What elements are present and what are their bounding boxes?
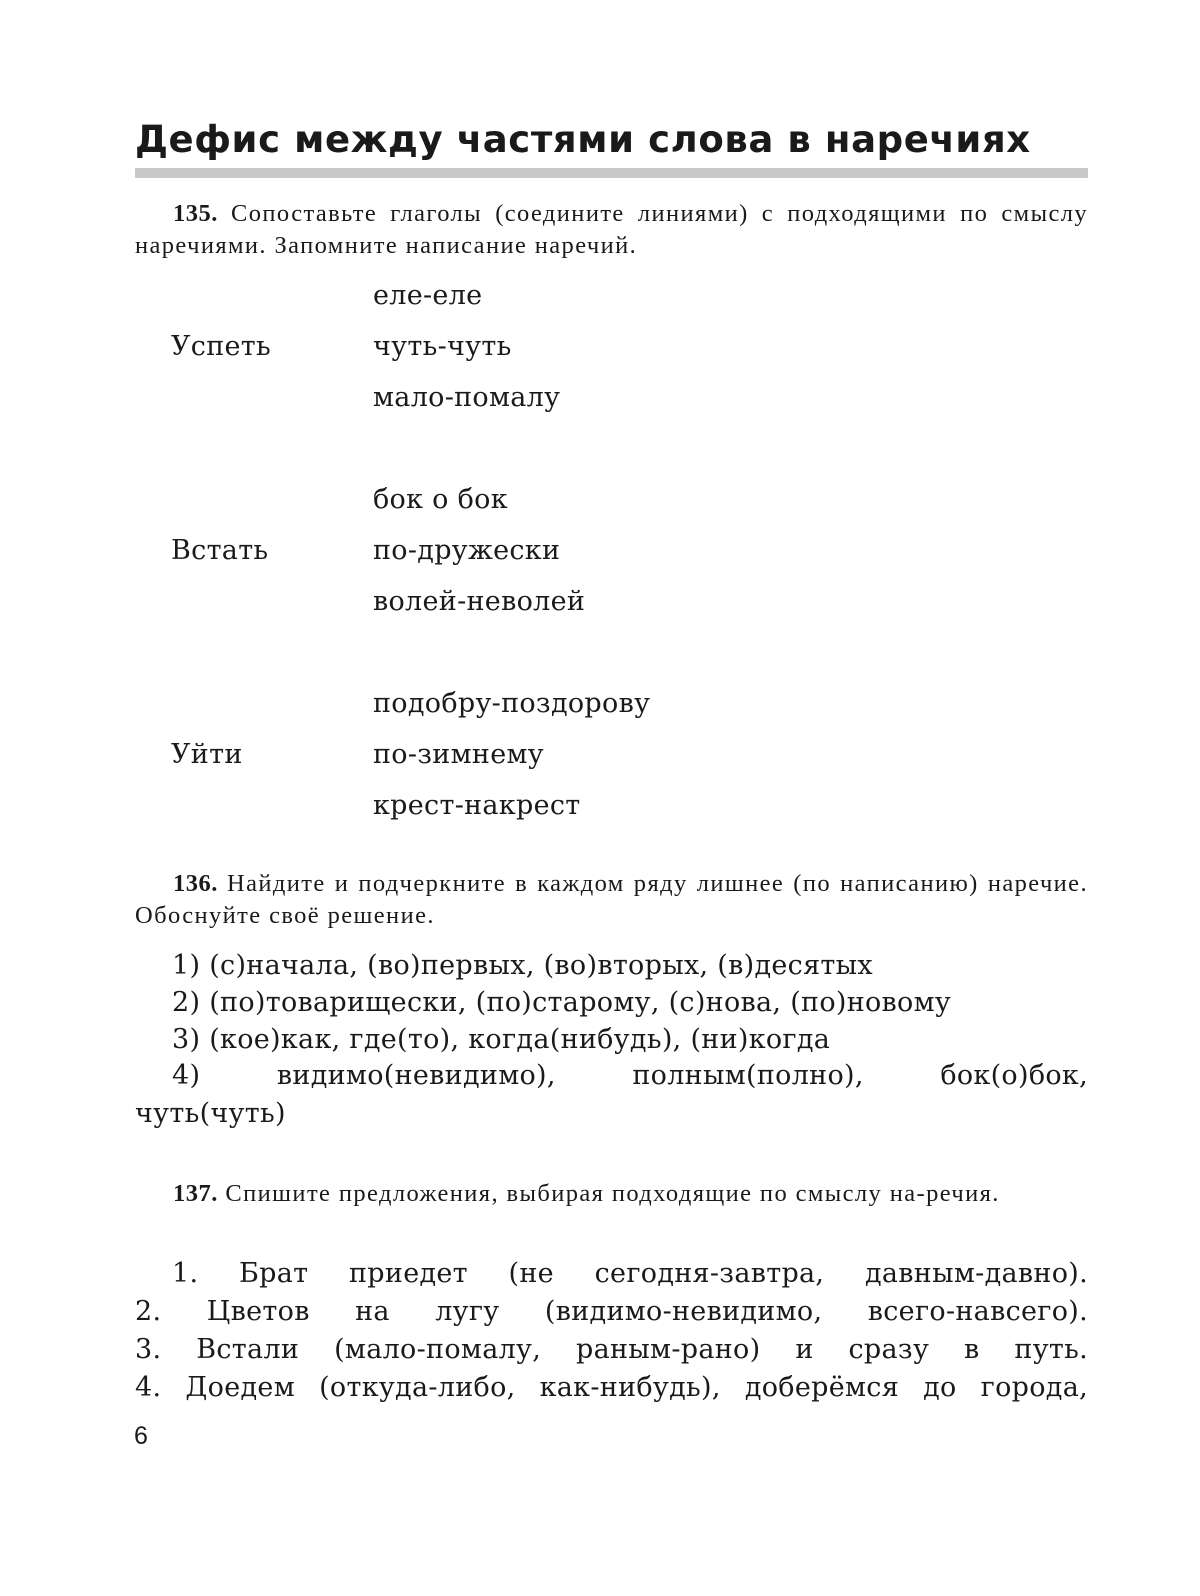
task-137-instruction [135,1178,1088,1210]
task-number: 137. [173,1180,218,1207]
verb: Уйти [171,739,243,770]
exercise-row: 4) видимо(невидимо), полным(полно), бок(о)бок, [172,1060,1088,1091]
task-135-instruction [135,198,1088,262]
page-number: 6 [134,1422,148,1450]
adverb: бок о бок [373,484,508,515]
adverb: мало-помалу [373,382,561,413]
title-underline [135,168,1088,178]
verb: Успеть [171,331,272,362]
sentence: 3. Встали (мало-помалу, раным-рано) и сразу в путь. [135,1334,1088,1365]
task-number: 135. [173,200,218,227]
exercise-row: 3) (кое)как, где(то), когда(нибудь), (ни)когда [172,1024,831,1055]
verb: Встать [171,535,269,566]
adverb: крест-накрест [373,790,581,821]
exercise-row: чуть(чуть) [135,1098,286,1129]
adverb: чуть-чуть [373,331,512,362]
task-text: Найдите и подчеркните в каждом ряду лишнее (по написанию) наречие. Обоснуйте своё решение. [135,870,1088,929]
task-text: Спишите предложения, выбирая подходящие по смыслу на-речия. [225,1180,1000,1207]
adverb: по-дружески [373,535,561,566]
task-number: 136. [173,870,218,897]
exercise-row: 2) (по)товарищески, (по)старому, (с)нова, (по)новому [172,987,952,1018]
page-title: Дефис между частями слова в наречиях [135,118,1031,161]
sentence: 2. Цветов на лугу (видимо-невидимо, всего-навсего). [135,1296,1088,1327]
sentence: 1. Брат приедет (не сегодня-завтра, давным-давно). [172,1258,1088,1289]
adverb: по-зимнему [373,739,544,770]
adverb: еле-еле [373,280,483,311]
sentence: 4. Доедем (откуда-либо, как-нибудь), доберёмся до города, [135,1372,1088,1403]
exercise-row: 1) (с)начала, (во)первых, (во)вторых, (в)десятых [172,950,873,981]
task-text: Сопоставьте глаголы (соедините линиями) с подходящими по смыслу наречиями. Запомните написание наречий. [135,200,1088,259]
task-136-instruction [135,868,1088,932]
adverb: волей-неволей [373,586,586,617]
adverb: подобру-поздорову [373,688,651,719]
